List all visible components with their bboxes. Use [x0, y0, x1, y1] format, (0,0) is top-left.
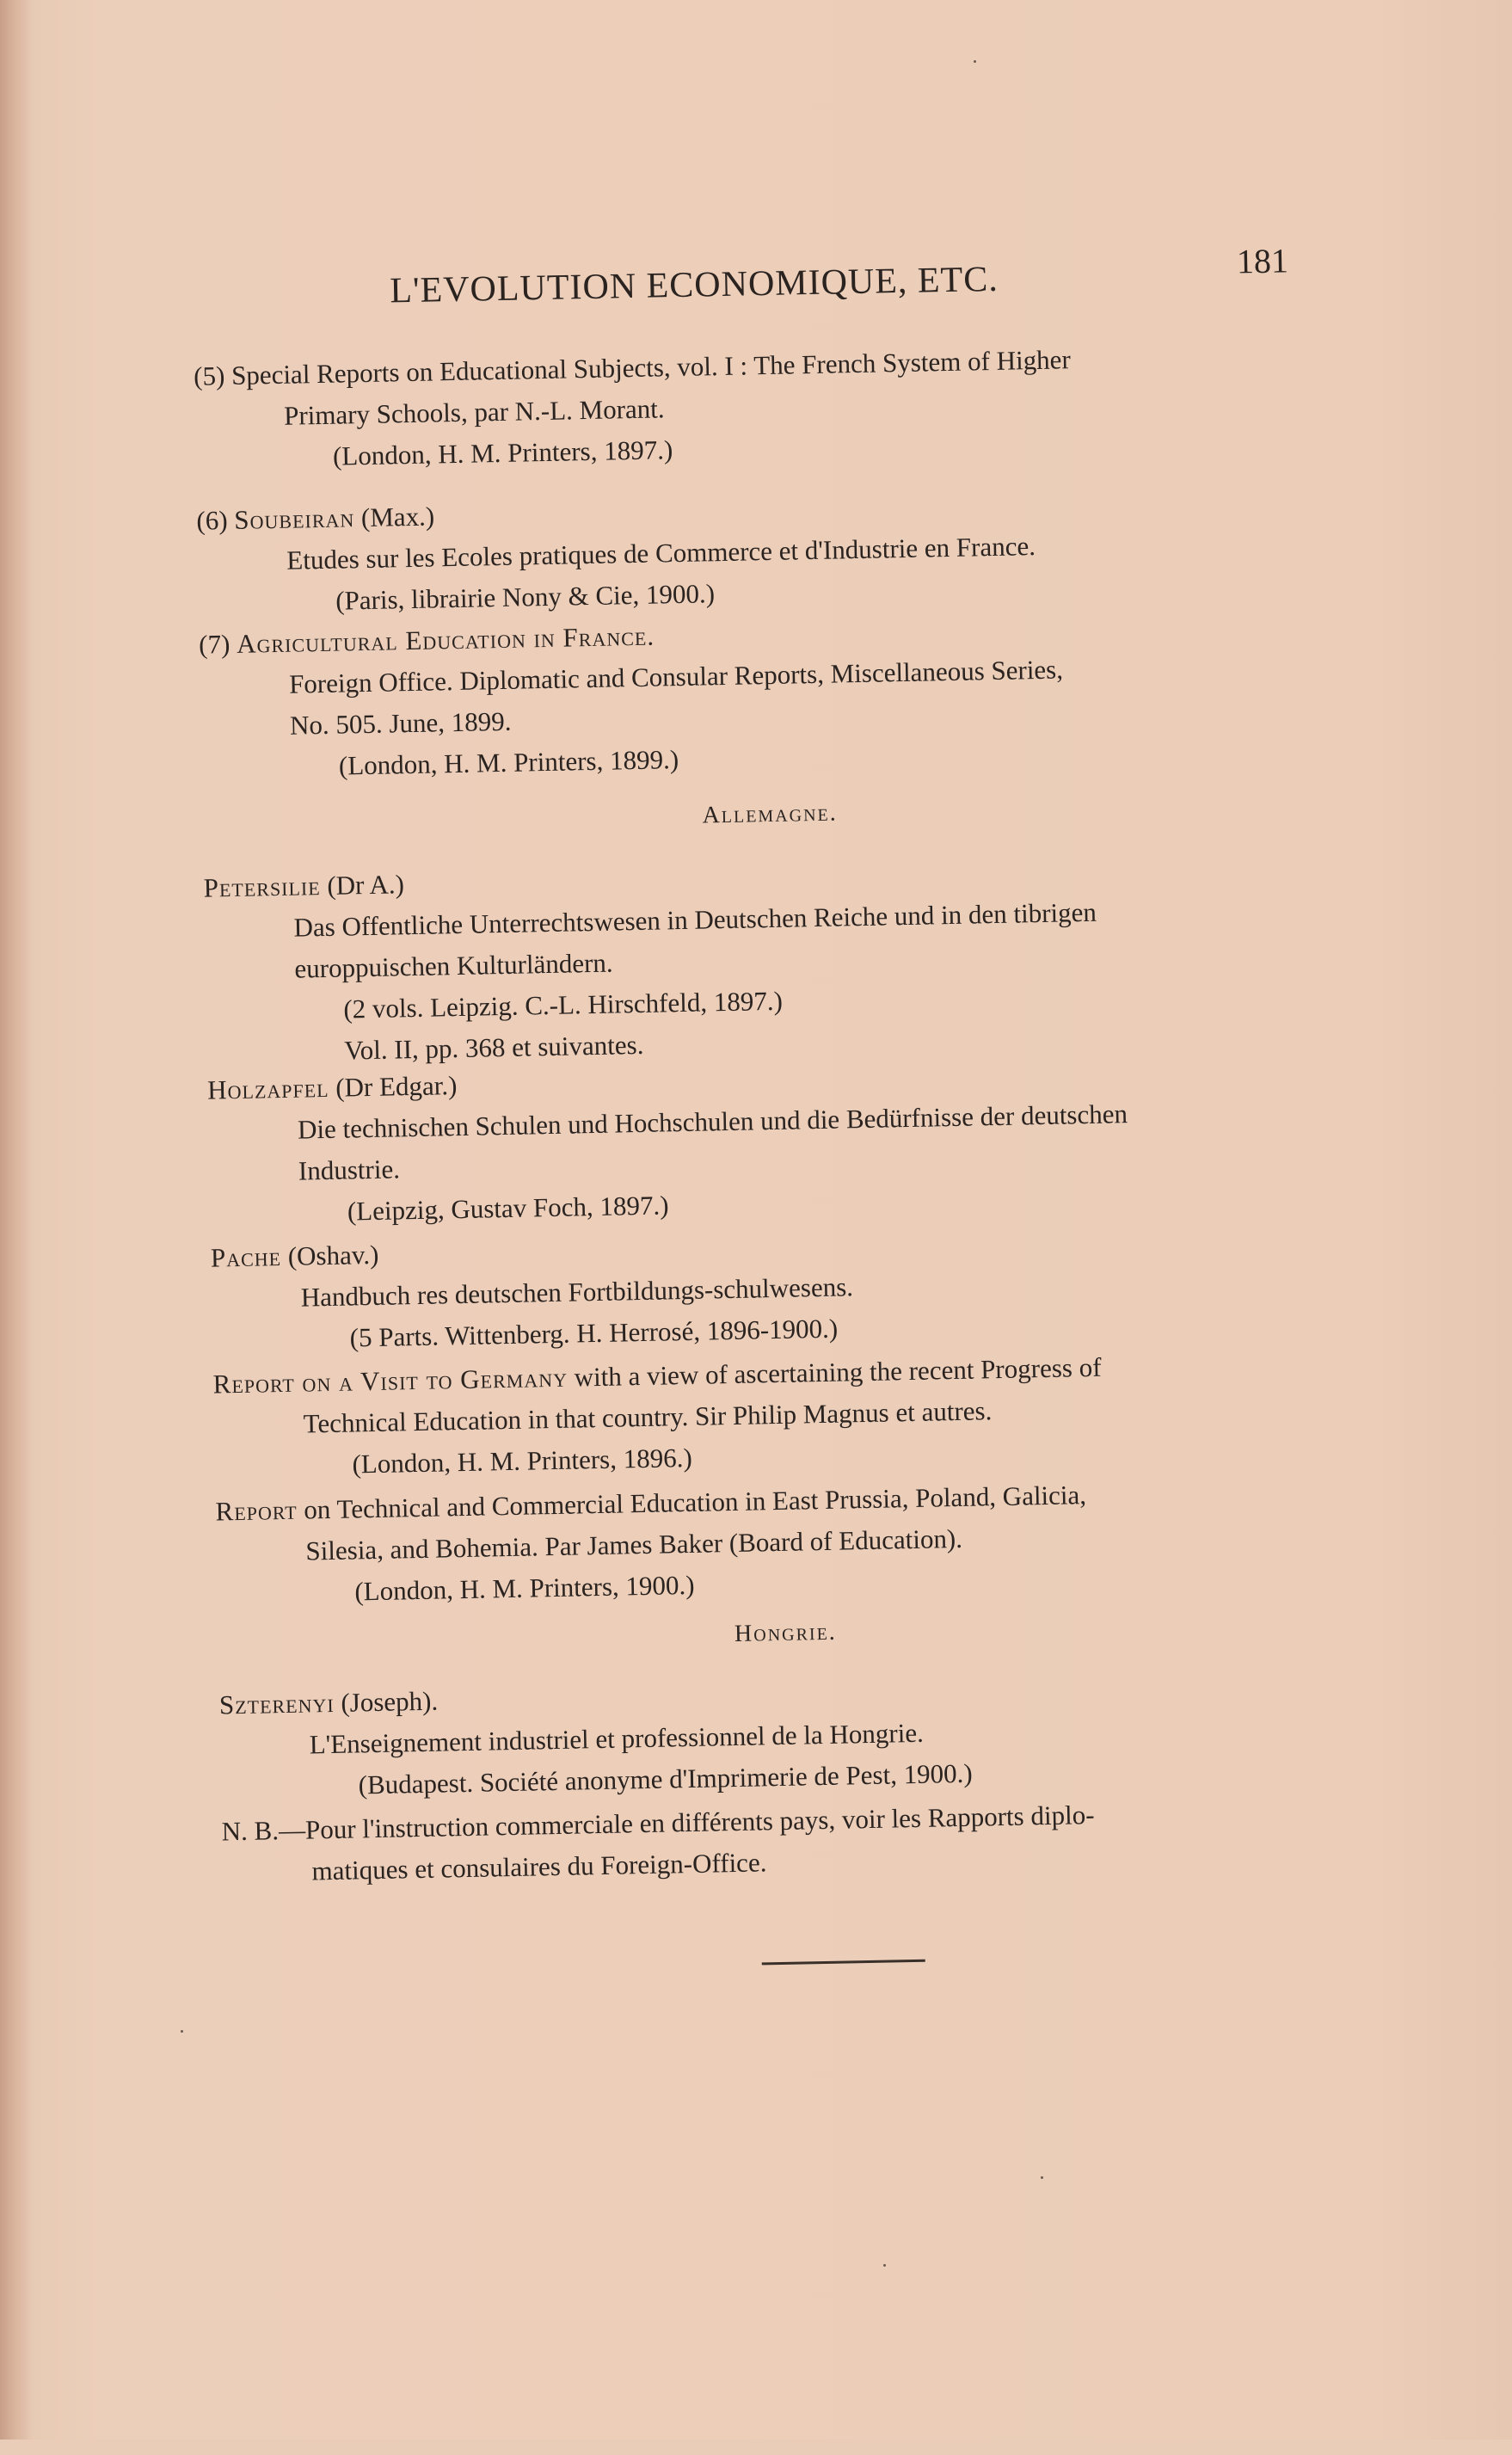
entry-number: (5): [193, 360, 225, 391]
entry-title: Foreign Office. Diplomatic and Consular Reports, Miscellaneous Series,: [288, 654, 1064, 699]
note-text: Pour l'instruction commerciale en différents pays, voir les Rapports diplo-: [304, 1799, 1095, 1845]
entry-title: Die technischen Schulen und Hochschulen und die Bedürfnisse der deutschen: [297, 1098, 1128, 1145]
entry-title-cont: Primary Schools, par N.-L. Morant.: [283, 393, 665, 431]
entry-title: Special Reports on Educational Subjects, vol. I : The French System of Higher: [230, 344, 1072, 391]
entry-author: Soubeiran: [234, 502, 355, 535]
entry-petersilie: [203, 846, 1342, 1074]
entry-title-cont: europpuischen Kulturländern.: [294, 947, 613, 984]
page-number: 181: [1236, 241, 1289, 281]
entry-title: L'Enseignement industriel et professionnel de la Hongrie.: [309, 1717, 925, 1760]
entry-number: (6): [196, 505, 228, 536]
closing-rule: [762, 1960, 925, 1966]
entry-title-cont: Silesia, and Bohemia. Par James Baker (Board of Education).: [305, 1523, 963, 1566]
entry-imprint: (Leipzig, Gustav Foch, 1897.): [347, 1190, 669, 1227]
entry-author: Holzapfel: [206, 1072, 329, 1105]
entry-author-rest: (Dr A.): [327, 869, 405, 901]
entry-report-visit-germany: [212, 1342, 1350, 1487]
entry-imprint: (London, H. M. Printers, 1899.): [338, 744, 679, 781]
entry-author: Report on a Visit to Germany: [212, 1362, 569, 1400]
note-lead: N. B.—: [221, 1814, 306, 1847]
entry-author-rest: (Oshav.): [287, 1239, 379, 1271]
entry-6: [196, 478, 1334, 624]
entry-report-technical-education: [215, 1469, 1353, 1615]
entry-author: Agricultural Education in France.: [236, 620, 655, 659]
entry-pages: Vol. II, pp. 368 et suivantes.: [343, 1029, 644, 1066]
entry-author-rest: (Dr Edgar.): [335, 1070, 458, 1103]
entry-title: Das Offentliche Unterrechtswesen in Deutschen Reiche und in den tibrigen: [293, 896, 1097, 943]
entry-imprint: (London, H. M. Printers, 1896.): [352, 1442, 693, 1480]
note-text-cont: matiques et consulaires du Foreign-Office.: [311, 1847, 767, 1886]
entry-author: Petersilie: [203, 871, 321, 903]
entry-author-rest: on Technical and Commercial Education in East Prussia, Poland, Galicia,: [303, 1480, 1087, 1525]
paper-speck: [883, 2264, 886, 2267]
entry-title: Etudes sur les Ecoles pratiques de Commerce et d'Industrie en France.: [286, 531, 1036, 575]
entry-imprint: (Paris, librairie Nony & Cie, 1900.): [335, 578, 716, 616]
paper-speck: [181, 2030, 183, 2033]
entry-imprint: (2 vols. Leipzig. C.-L. Hirschfeld, 1897.): [343, 985, 784, 1024]
section-heading-allemagne: Allemagne.: [702, 799, 839, 829]
entry-imprint: (5 Parts. Wittenberg. H. Herrosé, 1896-1900.): [349, 1313, 839, 1353]
entry-pache: [210, 1215, 1348, 1361]
entry-7: [199, 602, 1337, 789]
entry-imprint: (London, H. M. Printers, 1897.): [332, 434, 673, 471]
entry-author: Report: [215, 1494, 298, 1527]
entry-imprint: (London, H. M. Printers, 1900.): [354, 1569, 695, 1607]
entry-title-cont: No. 505. June, 1899.: [289, 705, 512, 741]
running-header: L'EVOLUTION ECONOMIQUE, ETC.: [389, 259, 999, 311]
entry-author-rest: with a view of ascertaining the recent Progress of: [574, 1351, 1102, 1393]
entry-title-cont: Technical Education in that country. Sir Philip Magnus et autres.: [303, 1395, 993, 1439]
paper-speck: [1041, 2176, 1043, 2179]
entry-number: (7): [198, 629, 230, 660]
entry-author-rest: (Max.): [360, 501, 435, 533]
entry-author: Pache: [210, 1241, 282, 1273]
section-heading-hongrie: Hongrie.: [734, 1618, 838, 1647]
entry-author: Szterenyi: [218, 1687, 335, 1720]
entry-title: Handbuch res deutschen Fortbildungs-schulwesens.: [300, 1271, 854, 1313]
entry-holzapfel: [207, 1048, 1345, 1234]
entry-imprint: (Budapest. Société anonyme d'Imprimerie de Pest, 1900.): [358, 1757, 974, 1800]
entry-author-rest: (Joseph).: [341, 1685, 439, 1718]
entry-title-cont: Industrie.: [298, 1154, 401, 1186]
entry-szterenyi: [218, 1663, 1356, 1808]
paper-speck: [974, 60, 976, 63]
entry-5: [194, 334, 1331, 479]
